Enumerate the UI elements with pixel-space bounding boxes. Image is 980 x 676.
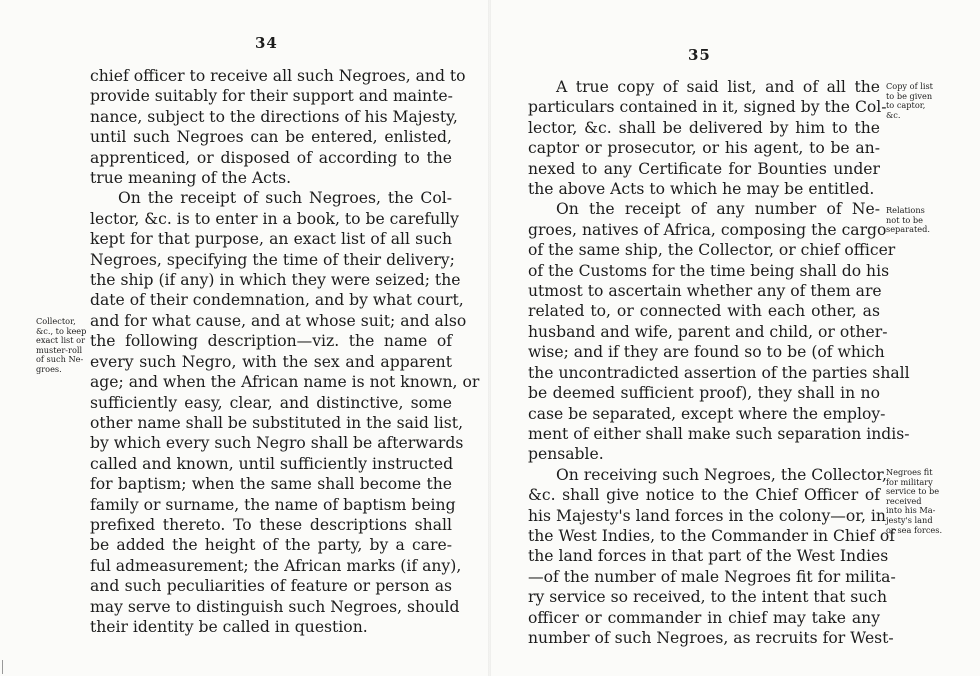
text-line: case be separated, except where the employ- [528,404,886,423]
text-line: particulars contained in it, signed by the Col- [528,98,887,117]
text-line: may serve to distinguish such Negroes, should [90,597,460,616]
page-edge-mark [2,660,3,674]
text-line: the above Acts to which he may be entitled. [528,180,875,199]
text-line: On the receipt of such Negroes, the Col- [118,189,452,208]
text-line: groes, natives of Africa, composing the cargo [528,220,887,239]
text-line: the uncontradicted assertion of the parties shall [528,363,910,382]
margin-note-line: groes. [36,363,62,374]
text-line: lector, &c. shall be delivered by him to the [528,118,880,137]
text-line: &c. shall give notice to the Chief Officer of [528,486,880,505]
text-line: until such Negroes can be entered, enlisted, [90,128,452,147]
margin-note-copy-of-list [886,82,933,120]
text-line: other name shall be substituted in the said list, [90,413,464,432]
margin-note-line: &c. [886,109,901,120]
margin-note-relations [886,206,930,235]
text-line: the ship (if any) in which they were seized; the [90,271,461,290]
text-line: his Majesty's land forces in the colony—or, in [528,506,886,525]
text-line: pensable. [528,445,604,464]
text-line: and for what cause, and at whose suit; and also [90,311,467,330]
text-line: ry service so received, to the intent that such [528,588,888,607]
text-line: captor or prosecutor, or his agent, to be an- [528,139,880,158]
margin-note-line: jesty's land [886,514,933,525]
margin-note-line: not to be [886,214,924,225]
text-line: number of such Negroes, as recruits for West- [528,628,894,647]
text-line: the land forces in that part of the West Indies [528,547,889,566]
text-line: chief officer to receive all such Negroes, and to [90,67,466,85]
text-line: nexed to any Certificate for Bounties under [528,159,880,178]
text-line: related to, or connected with each other, as [528,302,880,321]
text-line: utmost to ascertain whether any of them are [528,282,882,301]
text-line: prefixed thereto. To these descriptions shall [90,515,452,534]
text-line: lector, &c. is to enter in a book, to be carefully [90,209,459,228]
text-line: family or surname, the name of baptism being [90,495,456,514]
text-line: of the same ship, the Collector, or chief officer [528,241,896,260]
margin-note-line: or sea forces. [886,524,943,535]
margin-note-line: to captor, [886,100,926,111]
margin-note-line: Copy of list [886,81,933,91]
text-line: —of the number of male Negroes fit for milita- [528,567,896,586]
text-line: On receiving such Negroes, the Collector, [556,465,887,484]
margin-note-line: into his Ma- [886,505,936,516]
margin-note-line: Negroes fit [886,467,933,477]
text-line: the following description—viz. the name of [90,332,452,351]
text-line: provide suitably for their support and mainte- [90,87,453,106]
margin-note-line: muster-roll [36,344,83,355]
margin-note-line: service to be [886,486,940,497]
text-line: On the receipt of any number of Ne- [556,200,880,219]
text-line: officer or commander in chief may take any [528,608,880,627]
text-line: age; and when the African name is not known, or [90,373,480,392]
text-line: ment of either shall make such separation indis- [528,424,910,443]
text-line: be deemed sufficient proof), they shall in no [528,384,880,403]
page-number-right: 35 [688,46,711,64]
text-line: called and known, until sufficiently instructed [90,454,454,473]
text-line: kept for that purpose, an exact list of all such [90,230,452,249]
margin-note-line: Relations [886,205,925,215]
text-line: Negroes, specifying the time of their delivery; [90,250,455,269]
text-line: ful admeasurement; the African marks (if any), [90,556,462,575]
text-line: the West Indies, to the Commander in Chief of [528,526,896,545]
margin-note-line: for military [886,476,933,487]
text-line: A true copy of said list, and of all the [556,78,880,96]
text-line: every such Negro, with the sex and apparent [90,352,452,371]
text-line: by which every such Negro shall be afterwards [90,434,464,453]
text-line: be added the height of the party, by a care- [90,536,452,555]
text-line: date of their condemnation, and by what court, [90,291,464,310]
page-number-left: 34 [255,34,278,52]
margin-note-line: &c., to keep [36,325,87,336]
text-line: true meaning of the Acts. [90,169,292,188]
text-line: apprenticed, or disposed of according to the [90,148,452,167]
text-line: sufficiently easy, clear, and distinctive, some [90,393,452,412]
right-page [490,0,980,676]
left-page-text [90,66,480,637]
text-line: wise; and if they are found so to be (of which [528,343,885,362]
margin-note-line: to be given [886,90,933,101]
text-line: and such peculiarities of feature or person as [90,577,452,596]
text-line: their identity be called in question. [90,617,368,636]
margin-note-line: Collector, [36,316,76,326]
margin-note-line: separated. [886,224,930,235]
text-line: of the Customs for the time being shall do his [528,261,890,280]
margin-note-line: of such Ne- [36,354,84,365]
margin-note-military-service [886,468,942,535]
margin-note-line: received [886,495,922,506]
text-line: nance, subject to the directions of his Majesty, [90,107,458,126]
text-line: for baptism; when the same shall become the [90,475,452,494]
margin-note-line: exact list or [36,335,85,346]
text-line: husband and wife, parent and child, or other- [528,322,888,341]
margin-note-muster-roll [36,317,94,375]
